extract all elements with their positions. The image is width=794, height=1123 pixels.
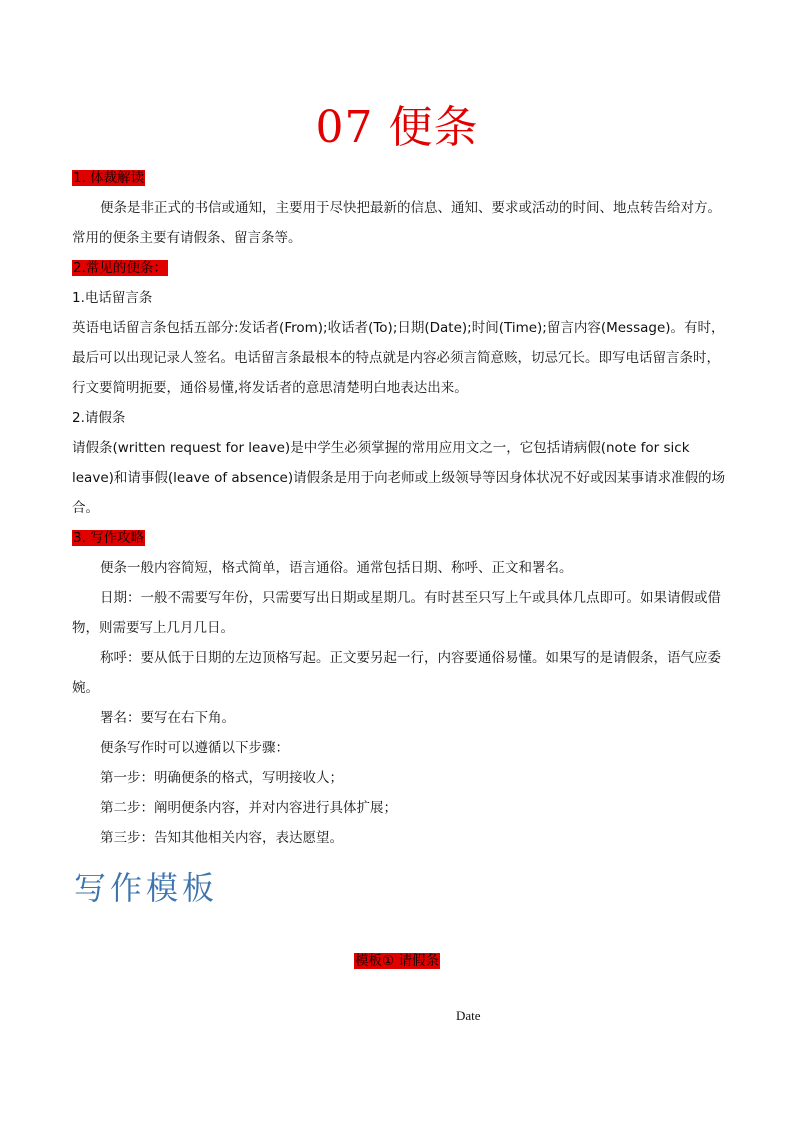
highlighted-heading: 3. 写作攻略 [73,530,145,546]
subheading-leave-request: 2.请假条 [72,410,126,426]
section-heading-3 [72,523,732,553]
paragraph: 日期：一般不需要写年份，只需要写出日期或星期几。有时甚至只写上午或具体几点即可。如果请假或借物，则需要写上几月几日。 [72,590,721,636]
section-heading-2 [72,253,732,283]
step-item: 第二步：阐明便条内容，并对内容进行具体扩展； [100,800,397,816]
paragraph: 署名：要写在右下角。 [100,710,235,726]
paragraph: 称呼：要从低于日期的左边顶格写起。正文要另起一行，内容要通俗易懂。如果写的是请假条，语气应委婉。 [72,650,721,696]
highlighted-heading: 2.常见的便条： [73,260,167,276]
paragraph: 英语电话留言条包括五部分:发话者(From);收话者(To);日期(Date);时间(Time);留言内容(Message)。有时，最后可以出现记录人签名。电话留言条最根本的特点就是内容必须言简意赅，切忌冗长。即写电话留言条时，行文要简明扼要，通俗易懂,将发话者的意思清楚明白地表达出来。 [72,320,725,396]
date-label: Date [456,1008,481,1023]
paragraph: 便条写作时可以遵循以下步骤： [100,740,289,756]
section-heading-1 [72,163,732,193]
content-body [72,163,732,853]
highlighted-heading: 1. 体裁解读 [73,170,145,186]
template-label-row [0,946,794,976]
subheading-phone-message: 1.电话留言条 [72,290,153,306]
page-title: 07 便条 [315,102,479,153]
template-label: 模板① 请假条 [355,953,439,969]
template-section-title: 写作模板 [74,869,219,907]
paragraph: 便条一般内容简短，格式简单，语言通俗。通常包括日期、称呼、正文和署名。 [100,560,573,576]
paragraph: 便条是非正式的书信或通知，主要用于尽快把最新的信息、通知、要求或活动的时间、地点转告给对方。常用的便条主要有请假条、留言条等。 [72,200,721,246]
step-item: 第一步：明确便条的格式，写明接收人； [100,770,343,786]
step-item: 第三步：告知其他相关内容，表达愿望。 [100,830,343,846]
paragraph: 请假条(written request for leave)是中学生必须掌握的常用应用文之一，它包括请病假(note for sick leave)和请事假(leave of absence)请假条是用于向老师或上级领导等因身体状况不好或因某事请求准假的场合。 [72,440,726,516]
